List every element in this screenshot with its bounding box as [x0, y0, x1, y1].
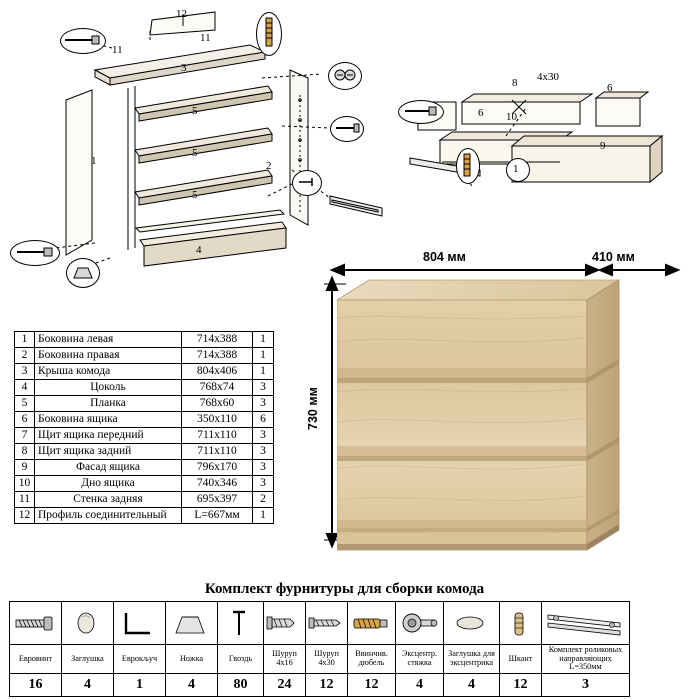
table-row: [15, 332, 274, 348]
cam-cover-icon: [444, 605, 496, 641]
callout-label-8: 8: [512, 77, 518, 89]
callout-label-4x30: 4x30: [537, 71, 559, 83]
part-name: Боковина левая: [35, 332, 182, 348]
part-no: 12: [15, 508, 35, 524]
kit-title: Комплект фурнитуры для сборки комода: [204, 581, 485, 597]
kit-label: Заглушка: [62, 645, 114, 674]
part-dim: 695x397: [182, 492, 253, 508]
kit-label: Шуруп 4x30: [306, 645, 348, 674]
part-dim: L=667мм: [182, 508, 253, 524]
part-name: Дно ящика: [35, 476, 182, 492]
kit-icon-cell: [396, 602, 444, 645]
kit-icon-cell: [264, 602, 306, 645]
part-qty: 3: [253, 380, 274, 396]
part-no: 10: [15, 476, 35, 492]
allen-key-icon: [114, 605, 162, 641]
nail-icon: [297, 176, 315, 188]
callout-label-5c: 5: [192, 189, 198, 201]
exploded-drawer-drawing: [400, 40, 680, 200]
table-row: [15, 364, 274, 380]
part-qty: 1: [253, 508, 274, 524]
kit-count: 80: [218, 673, 264, 696]
kit-icon-cell: [306, 602, 348, 645]
callout-label-11b: 11: [200, 32, 211, 44]
part-name: Профиль соединительный: [35, 508, 182, 524]
dowel-screw-icon: [348, 605, 392, 641]
part-qty: 1: [253, 364, 274, 380]
table-row: [15, 476, 274, 492]
part-qty: 3: [253, 444, 274, 460]
kit-icon-cell: [10, 602, 62, 645]
part-dim: 796x170: [182, 460, 253, 476]
height-dimension-label: 730 мм: [306, 387, 320, 430]
table-row: [15, 492, 274, 508]
part-no: 11: [15, 492, 35, 508]
cam-lock-icon: [334, 68, 356, 82]
dowel-screw-icon: [262, 16, 276, 50]
part-qty: 1: [253, 332, 274, 348]
table-row: [15, 380, 274, 396]
table-row: [15, 428, 274, 444]
kit-count: 4: [166, 673, 218, 696]
screw-4x30-icon: [306, 605, 344, 641]
foot-icon: [166, 605, 214, 641]
callout-label-4: 4: [196, 244, 202, 256]
part-dim: 714x388: [182, 348, 253, 364]
kit-count: 4: [444, 673, 500, 696]
nail-icon: [218, 605, 260, 641]
callout-label-12: 12: [176, 8, 187, 20]
kit-icon-cell: [348, 602, 396, 645]
part-no: 1: [15, 332, 35, 348]
callout-label-9: 9: [600, 140, 606, 152]
depth-dimension-label: 410 мм: [592, 250, 635, 264]
callout-label-3: 3: [181, 62, 187, 74]
part-qty: 2: [253, 492, 274, 508]
part-dim: 714x388: [182, 332, 253, 348]
screw-4x16-icon: [334, 122, 360, 134]
kit-label: Ввинчив. дюбель: [348, 645, 396, 674]
cap-plug-icon: [62, 605, 110, 641]
table-row: [15, 508, 274, 524]
part-dim: 350x110: [182, 412, 253, 428]
euro-screw-icon: [10, 605, 58, 641]
kit-label: Шуруп 4x16: [264, 645, 306, 674]
part-dim: 711x110: [182, 444, 253, 460]
callout-label-11a: 11: [112, 44, 123, 56]
part-qty: 3: [253, 396, 274, 412]
kit-count: 16: [10, 673, 62, 696]
callout-label-drawer-1: 1: [513, 163, 519, 175]
parts-table-body: [15, 332, 274, 524]
kit-icon-cell: [218, 602, 264, 645]
callout-label-10: 10: [506, 111, 517, 123]
part-dim: 768x74: [182, 380, 253, 396]
kit-count: 12: [306, 673, 348, 696]
callout-label-5a: 5: [192, 105, 198, 117]
part-no: 7: [15, 428, 35, 444]
part-no: 9: [15, 460, 35, 476]
table-row: [15, 348, 274, 364]
part-name: Боковина правая: [35, 348, 182, 364]
hardware-kit-table: [9, 601, 630, 697]
parts-table: [14, 331, 274, 524]
euro-screw-icon: [402, 104, 440, 118]
callout-label-5b: 5: [192, 147, 198, 159]
table-row: [15, 396, 274, 412]
cam-lock-icon: [396, 605, 440, 641]
part-dim: 711x110: [182, 428, 253, 444]
part-qty: 6: [253, 412, 274, 428]
kit-label: Еврокључ: [114, 645, 166, 674]
part-dim: 768x60: [182, 396, 253, 412]
kit-count: 24: [264, 673, 306, 696]
part-name: Фасад ящика: [35, 460, 182, 476]
euro-screw-icon: [14, 245, 56, 259]
callout-label-6b: 6: [607, 82, 613, 94]
part-no: 5: [15, 396, 35, 412]
table-row: [15, 444, 274, 460]
wooden-dowel-icon: [500, 605, 538, 641]
table-row: [15, 412, 274, 428]
kit-label: Заглушка для эксцентрика: [444, 645, 500, 674]
kit-label: Шкант: [500, 645, 542, 674]
width-dimension-label: 804 мм: [423, 250, 466, 264]
part-no: 2: [15, 348, 35, 364]
part-no: 6: [15, 412, 35, 428]
part-qty: 3: [253, 428, 274, 444]
part-name: Щит ящика задний: [35, 444, 182, 460]
kit-count: 12: [348, 673, 396, 696]
kit-icon-cell: [500, 602, 542, 645]
part-qty: 1: [253, 348, 274, 364]
table-row: [15, 460, 274, 476]
drawer-slides-icon: [542, 605, 626, 641]
kit-label: Эксцентр. стяжка: [396, 645, 444, 674]
kit-count: 12: [500, 673, 542, 696]
kit-count: 1: [114, 673, 166, 696]
callout-label-1: 1: [91, 155, 97, 167]
kit-icon-cell: [62, 602, 114, 645]
chest-of-drawers-render: [337, 272, 637, 562]
part-no: 3: [15, 364, 35, 380]
callout-label-6a: 6: [478, 107, 484, 119]
part-dim: 740x346: [182, 476, 253, 492]
kit-count: 4: [62, 673, 114, 696]
part-qty: 3: [253, 460, 274, 476]
kit-count: 3: [542, 673, 630, 696]
part-name: Цоколь: [35, 380, 182, 396]
dowel-screw-icon: [461, 152, 473, 178]
kit-icon-cell: [166, 602, 218, 645]
kit-icon-cell: [444, 602, 500, 645]
part-qty: 3: [253, 476, 274, 492]
kit-icon-cell: [114, 602, 166, 645]
part-name: Крыша комода: [35, 364, 182, 380]
part-dim: 804x406: [182, 364, 253, 380]
callout-label-2: 2: [266, 160, 272, 172]
kit-label: Ножка: [166, 645, 218, 674]
kit-icon-cell: [542, 602, 630, 645]
kit-count: 4: [396, 673, 444, 696]
kit-label: Евровинт: [10, 645, 62, 674]
kit-label: Комплект роликовых направляющих L=350мм: [542, 645, 630, 674]
part-name: Щит ящика передний: [35, 428, 182, 444]
part-no: 8: [15, 444, 35, 460]
kit-label: Гвоздь: [218, 645, 264, 674]
euro-screw-icon: [62, 32, 102, 48]
part-name: Планка: [35, 396, 182, 412]
screw-4x16-icon: [264, 605, 302, 641]
foot-icon: [72, 264, 94, 280]
part-name: Боковина ящика: [35, 412, 182, 428]
part-name: Стенка задняя: [35, 492, 182, 508]
part-no: 4: [15, 380, 35, 396]
